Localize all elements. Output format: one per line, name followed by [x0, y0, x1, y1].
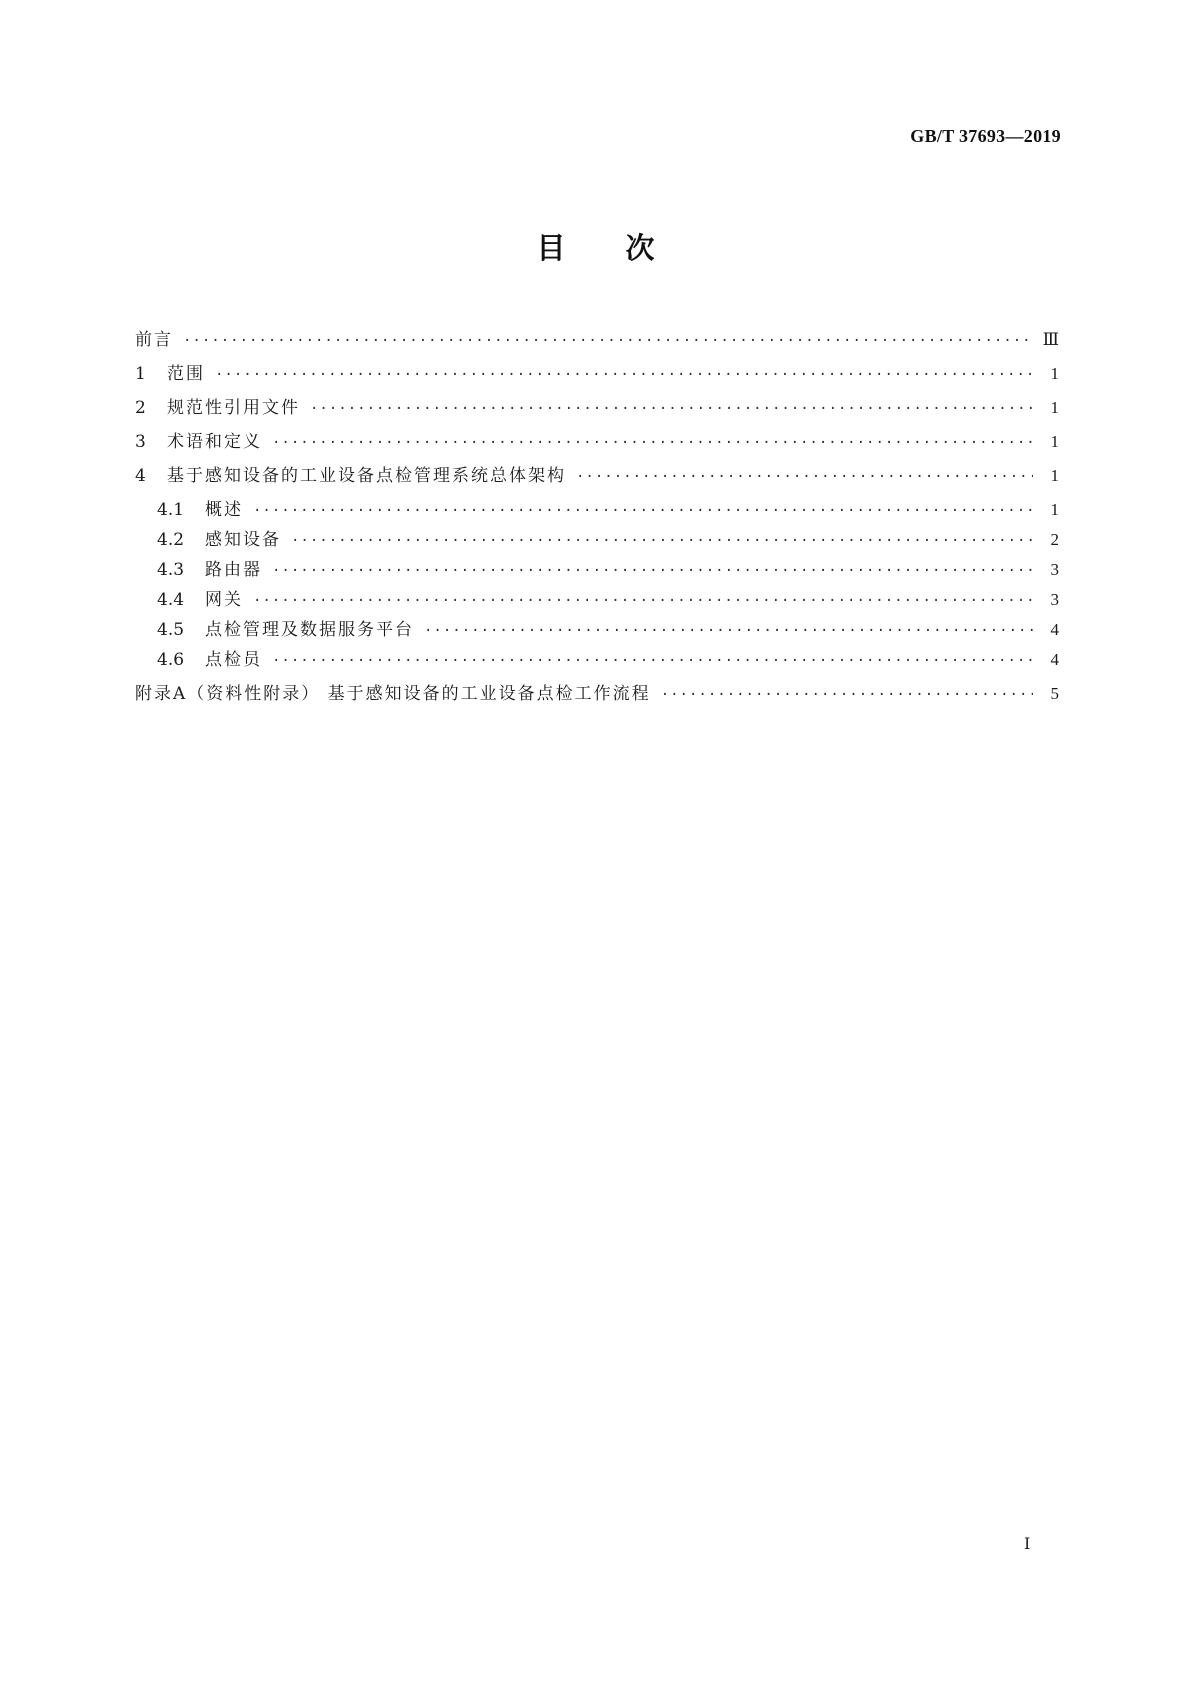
toc-entry-page: 1 — [1050, 398, 1059, 417]
toc-entry-number: 3 — [135, 432, 146, 452]
dot-leader — [272, 648, 1033, 674]
toc-entry-router[interactable] — [157, 557, 1059, 583]
toc-entry-title: 附录A（资料性附录） 基于感知设备的工业设备点检工作流程 — [135, 684, 651, 704]
dot-leader — [253, 588, 1033, 614]
toc-entry-number: 2 — [135, 398, 146, 418]
toc-entry-gateway[interactable] — [157, 587, 1059, 613]
toc-entry-number: 4.2 — [157, 530, 185, 550]
dot-leader — [424, 618, 1033, 644]
toc-entry-title: 范围 — [167, 364, 205, 384]
dot-leader — [291, 528, 1033, 554]
page-title: 目次 — [536, 231, 715, 265]
toc-entry-appendix-a[interactable] — [135, 681, 1059, 707]
toc-entry-number: 4.3 — [157, 560, 185, 580]
standard-code: GB/T 37693—2019 — [910, 126, 1061, 146]
dot-leader — [310, 396, 1033, 422]
toc-entry-title: 网关 — [205, 590, 243, 610]
toc-entry-architecture[interactable] — [135, 463, 1059, 489]
toc-entry-page: 5 — [1050, 684, 1059, 703]
toc-entry-page: 3 — [1050, 590, 1059, 609]
toc-entry-foreword[interactable] — [135, 327, 1059, 353]
toc-entry-page: 4 — [1050, 650, 1059, 669]
toc-entry-number: 4.4 — [157, 590, 185, 610]
toc-entry-title: 概述 — [205, 500, 243, 520]
toc-entry-sensing-device[interactable] — [157, 527, 1059, 553]
toc-entry-page: 1 — [1050, 364, 1059, 383]
toc-entry-title: 前言 — [135, 330, 173, 350]
dot-leader — [272, 558, 1033, 584]
toc-entry-overview[interactable] — [157, 497, 1059, 523]
toc-entry-normative-references[interactable] — [135, 395, 1059, 421]
toc-entry-title: 点检员 — [205, 650, 262, 670]
dot-leader — [253, 498, 1033, 524]
dot-leader — [183, 328, 1033, 354]
dot-leader — [272, 430, 1033, 456]
toc-entry-number: 1 — [135, 364, 146, 384]
toc-entry-title: 感知设备 — [205, 530, 281, 550]
page-number: Ⅰ — [1024, 1536, 1031, 1553]
dot-leader — [661, 682, 1033, 708]
dot-leader — [576, 464, 1033, 490]
toc-entry-number: 4 — [135, 466, 146, 486]
toc-entry-platform[interactable] — [157, 617, 1059, 643]
toc-entry-inspector[interactable] — [157, 647, 1059, 673]
toc-entry-page: Ⅲ — [1042, 330, 1059, 349]
toc-entry-title: 点检管理及数据服务平台 — [205, 620, 414, 640]
toc-entry-page: 2 — [1050, 530, 1059, 549]
toc-entry-page: 1 — [1050, 500, 1059, 519]
dot-leader — [215, 362, 1033, 388]
toc-entry-number: 4.1 — [157, 500, 185, 520]
toc-entry-terms-definitions[interactable] — [135, 429, 1059, 455]
toc-entry-page: 1 — [1050, 466, 1059, 485]
toc-entry-page: 4 — [1050, 620, 1059, 639]
toc-entry-page: 3 — [1050, 560, 1059, 579]
toc-entry-number: 4.6 — [157, 650, 185, 670]
toc-entry-page: 1 — [1050, 432, 1059, 451]
toc-entry-title: 规范性引用文件 — [167, 398, 300, 418]
toc-entry-number: 4.5 — [157, 620, 185, 640]
toc-entry-title: 路由器 — [205, 560, 262, 580]
toc-entry-title: 术语和定义 — [167, 432, 262, 452]
toc-entry-title: 基于感知设备的工业设备点检管理系统总体架构 — [167, 466, 566, 486]
toc-entry-scope[interactable] — [135, 361, 1059, 387]
